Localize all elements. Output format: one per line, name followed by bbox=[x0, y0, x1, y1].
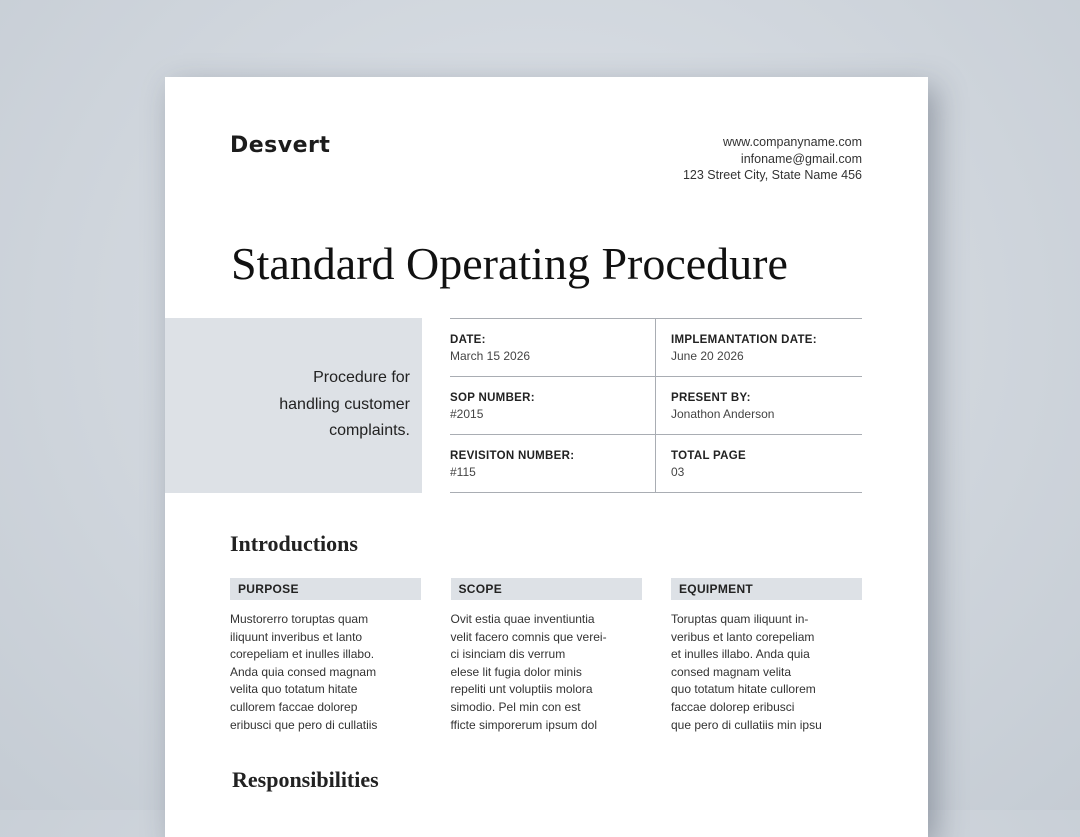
total-page-label: TOTAL PAGE bbox=[671, 450, 746, 462]
text-line: Ovit estia quae inventiuntia bbox=[450, 612, 595, 626]
sop-document-page bbox=[165, 77, 928, 837]
date-label: DATE: bbox=[450, 334, 486, 346]
equipment-column bbox=[671, 578, 862, 734]
scope-header: SCOPE bbox=[451, 578, 642, 600]
total-page-value: 03 bbox=[671, 465, 685, 479]
summary-line: handling customer bbox=[279, 395, 410, 413]
purpose-header: PURPOSE bbox=[230, 578, 421, 600]
introductions-columns bbox=[230, 578, 862, 734]
text-line: eribusci que pero di cullatiis bbox=[230, 717, 378, 732]
text-line: fficte simporerum ipsum dol bbox=[450, 717, 597, 732]
sop-number-cell bbox=[450, 377, 656, 434]
total-page-cell bbox=[656, 435, 862, 492]
summary-line: Procedure for bbox=[313, 369, 410, 386]
document-info-table bbox=[450, 318, 862, 493]
text-line: velit facero comnis que verei- bbox=[450, 629, 607, 644]
text-line: Toruptas quam iliquunt in- bbox=[671, 612, 809, 626]
equipment-header: EQUIPMENT bbox=[671, 578, 862, 600]
implementation-date-value: June 20 2026 bbox=[671, 349, 744, 363]
present-by-label: PRESENT BY: bbox=[671, 392, 751, 404]
info-row bbox=[450, 377, 862, 435]
company-address: 123 Street City, State Name 456 bbox=[682, 168, 862, 182]
text-line: faccae dolorep eribusci bbox=[671, 699, 795, 714]
text-line: Mustorerro toruptas quam bbox=[230, 612, 369, 626]
purpose-text bbox=[230, 611, 421, 734]
document-title: Standard Operating Procedure bbox=[231, 238, 788, 289]
text-line: iliquunt inveribus et lanto bbox=[230, 629, 363, 644]
revision-number-label: REVISITON NUMBER: bbox=[450, 450, 575, 462]
introductions-heading: Introductions bbox=[230, 531, 358, 556]
text-line: que pero di cullatiis min ipsu bbox=[671, 717, 822, 732]
sop-number-value: #2015 bbox=[450, 407, 484, 421]
scope-text bbox=[451, 611, 642, 734]
summary-line: complaints. bbox=[329, 422, 410, 439]
text-line: repeliti unt voluptiis molora bbox=[450, 682, 593, 697]
contact-info bbox=[683, 134, 862, 184]
sop-number-label: SOP NUMBER: bbox=[450, 392, 535, 404]
text-line: et inulles illabo. Anda quia bbox=[671, 647, 810, 662]
responsibilities-heading: Responsibilities bbox=[232, 767, 379, 792]
text-line: Anda quia consed magnam bbox=[230, 664, 377, 679]
info-row bbox=[450, 435, 862, 493]
procedure-summary bbox=[190, 365, 410, 445]
equipment-text bbox=[671, 611, 862, 734]
text-line: cullorem faccae dolorep bbox=[230, 699, 358, 714]
company-email: infoname@gmail.com bbox=[740, 151, 862, 166]
text-line: velita quo totatum hitate bbox=[230, 682, 358, 697]
revision-number-value: #115 bbox=[450, 465, 476, 479]
text-line: veribus et lanto corepeliam bbox=[671, 629, 815, 644]
company-website: www.companyname.com bbox=[723, 135, 862, 149]
text-line: quo totatum hitate cullorem bbox=[671, 682, 816, 697]
scope-column bbox=[451, 578, 642, 734]
purpose-column bbox=[230, 578, 421, 734]
text-line: simodio. Pel min con est bbox=[450, 699, 581, 714]
present-by-cell bbox=[656, 377, 862, 434]
revision-number-cell bbox=[450, 435, 656, 492]
text-line: corepeliam et inulles illabo. bbox=[230, 647, 375, 662]
text-line: consed magnam velita bbox=[671, 664, 792, 679]
text-line: elese lit fugia dolor minis bbox=[450, 664, 582, 679]
implementation-date-cell bbox=[656, 319, 862, 376]
info-row bbox=[450, 319, 862, 377]
company-logo: Desvert bbox=[230, 133, 331, 158]
procedure-summary-box bbox=[165, 318, 422, 493]
date-cell bbox=[450, 319, 656, 376]
present-by-value: Jonathon Anderson bbox=[671, 407, 775, 421]
implementation-date-label: IMPLEMANTATION DATE: bbox=[671, 334, 817, 346]
date-value: March 15 2026 bbox=[450, 349, 531, 363]
text-line: ci isinciam dis verrum bbox=[450, 647, 566, 662]
